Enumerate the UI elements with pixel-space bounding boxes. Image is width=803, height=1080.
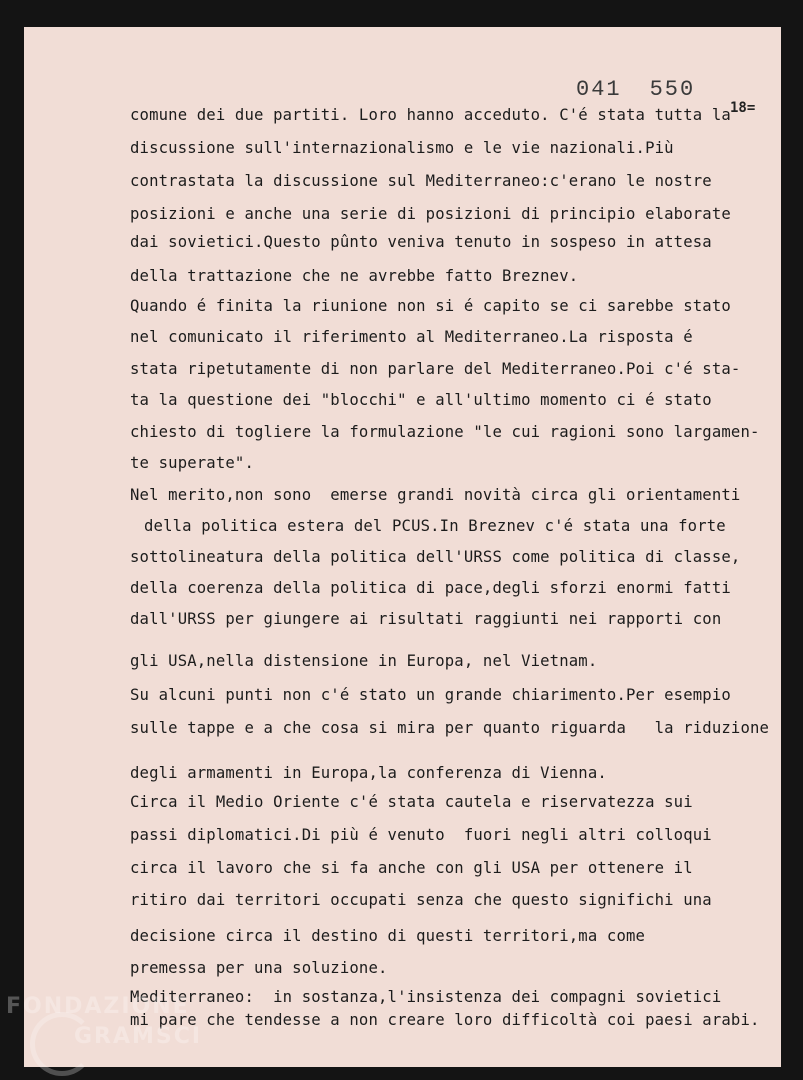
text-line: chiesto di togliere la formulazione "le cui ragioni sono largamen- <box>130 423 760 441</box>
text-line: Mediterraneo: in sostanza,l'insistenza dei compagni sovietici <box>130 988 722 1006</box>
document-page <box>24 27 781 1067</box>
text-line: sulle tappe e a che cosa si mira per quanto riguarda la riduzione <box>130 719 770 737</box>
text-line: degli armamenti in Europa,la conferenza di Vienna. <box>130 764 607 782</box>
archive-number-part2: 550 <box>649 77 696 102</box>
text-line: della coerenza della politica di pace,degli sforzi enormi fatti <box>130 579 731 597</box>
archive-watermark <box>0 990 203 1080</box>
text-line: premessa per una soluzione. <box>130 959 388 977</box>
text-line: te superate". <box>130 454 254 472</box>
text-line: della trattazione che ne avrebbe fatto Breznev. <box>130 267 579 285</box>
watermark-line2: GRAMSCI <box>74 1024 203 1049</box>
text-line: nel comunicato il riferimento al Mediterraneo.La risposta é <box>130 328 693 346</box>
text-line: decisione circa il destino di questi territori,ma come <box>130 927 646 945</box>
text-line: della politica estera del PCUS.In Breznev c'é stata una forte <box>144 517 726 535</box>
text-line: mi pare che tendesse a non creare loro difficoltà coi paesi arabi. <box>130 1011 760 1029</box>
text-line: contrastata la discussione sul Mediterraneo:c'erano le nostre <box>130 172 712 190</box>
text-line: Quando é finita la riunione non si é capito se ci sarebbe stato <box>130 297 731 315</box>
watermark-line1: FONDAZIONE <box>6 994 190 1019</box>
text-line: sottolineatura della politica dell'URSS come politica di classe, <box>130 548 741 566</box>
text-line: Nel merito,non sono emerse grandi novità circa gli orientamenti <box>130 486 741 504</box>
text-line: ritiro dai territori occupati senza che questo significhi una <box>130 891 712 909</box>
text-line: circa il lavoro che si fa anche con gli USA per ottenere il <box>130 859 693 877</box>
text-line: passi diplomatici.Di più é venuto fuori negli altri colloqui <box>130 826 712 844</box>
text-line: dall'URSS per giungere ai risultati raggiunti nei rapporti con <box>130 610 722 628</box>
page-folio: 18= <box>730 100 756 116</box>
text-line: ta la questione dei "blocchi" e all'ultimo momento ci é stato <box>130 391 712 409</box>
text-line: posizioni e anche una serie di posizioni di principio elaborate <box>130 205 731 223</box>
archive-number-part1: 041 <box>576 77 622 102</box>
text-line: dai sovietici.Questo pûnto veniva tenuto in sospeso in attesa <box>130 233 712 251</box>
text-line: discussione sull'internazionalismo e le vie nazionali.Più <box>130 139 674 157</box>
text-line: Circa il Medio Oriente c'é stata cautela e riservatezza sui <box>130 793 693 811</box>
archive-number <box>576 77 695 102</box>
text-line: Su alcuni punti non c'é stato un grande chiarimento.Per esempio <box>130 686 731 704</box>
text-line: stata ripetutamente di non parlare del Mediterraneo.Poi c'é sta- <box>130 360 741 378</box>
text-line: gli USA,nella distensione in Europa, nel Vietnam. <box>130 652 598 670</box>
text-line: comune dei due partiti. Loro hanno acceduto. C'é stata tutta la <box>130 106 731 124</box>
